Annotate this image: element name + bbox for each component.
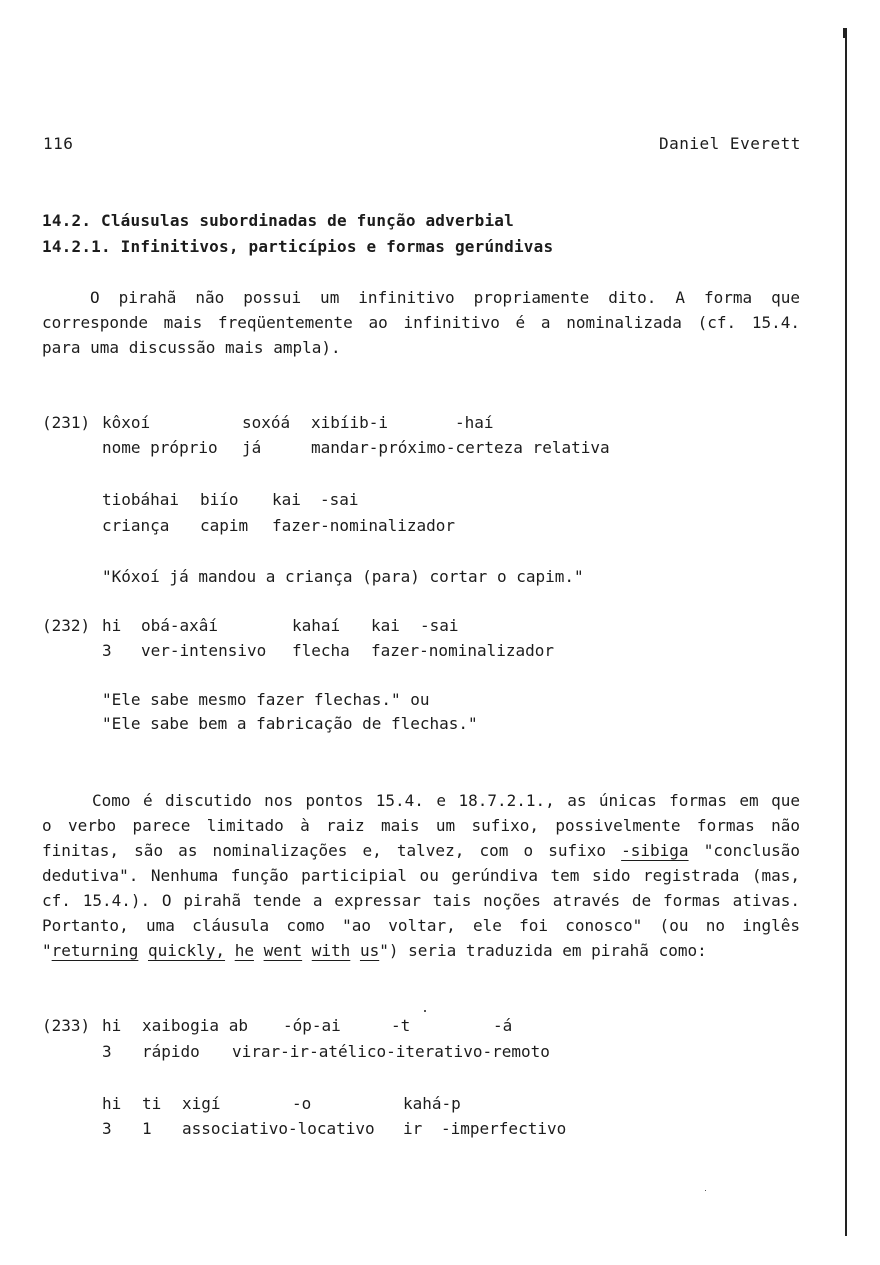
english-word: went <box>263 941 303 960</box>
paragraph-2-line: o verbo parece limitado à raiz mais um sufixo, possivelmente formas não <box>42 816 800 835</box>
example-number: (231) <box>42 413 91 432</box>
piraha-word: xigí <box>182 1094 221 1113</box>
gloss: virar-ir-atélico-iterativo-remoto <box>232 1042 550 1061</box>
paragraph-2-line: dedutiva". Nenhuma função participial ou gerúndiva tem sido registrada (mas, <box>42 866 800 885</box>
paragraph-2-line: cf. 15.4.). O pirahã tende a expressar tais noções através de formas ativas. <box>42 891 800 910</box>
english-word: quickly, <box>147 941 226 960</box>
gloss: nome próprio <box>102 438 218 457</box>
paragraph-2-line: Portanto, uma cláusula como "ao voltar, ele foi conosco" (ou no inglês <box>42 916 800 935</box>
gloss: já <box>242 438 262 457</box>
english-word: with <box>311 941 351 960</box>
piraha-word: tiobáhai <box>102 490 180 509</box>
piraha-word: ti <box>142 1094 162 1113</box>
gloss: fazer-nominalizador <box>371 641 555 660</box>
piraha-word: kahá-p <box>403 1094 461 1113</box>
piraha-word: -haí <box>455 413 494 432</box>
english-word: returning <box>51 941 139 960</box>
free-translation: "Kóxoí já mandou a criança (para) cortar o capim." <box>102 567 584 586</box>
paragraph-2-line: Como é discutido nos pontos 15.4. e 18.7.2.1., as únicas formas em que <box>92 791 800 810</box>
piraha-word: -o <box>292 1094 312 1113</box>
piraha-word: biío <box>200 490 239 509</box>
english-word: us <box>359 941 380 960</box>
piraha-word: hi <box>102 1016 122 1035</box>
page-edge-tick <box>843 28 847 38</box>
piraha-word: -óp-ai <box>283 1016 341 1035</box>
paragraph-2-line <box>42 838 800 863</box>
line-text: finitas, são as nominalizações e, talvez, com o sufixo <box>42 841 606 860</box>
line-text: seria traduzida em pirahã como: <box>408 941 707 960</box>
page-number: 116 <box>43 134 74 153</box>
piraha-word: -sai <box>320 490 359 509</box>
scan-speck <box>705 1190 706 1191</box>
scan-speck <box>424 1010 426 1012</box>
gloss: 1 <box>142 1119 152 1138</box>
paragraph-2-line <box>42 938 800 963</box>
section-heading: 14.2. Cláusulas subordinadas de função adverbial <box>42 211 514 230</box>
piraha-word: obá-axâí <box>141 616 219 635</box>
line-text: "conclusão <box>703 841 801 860</box>
gloss: capim <box>200 516 249 535</box>
piraha-word: xibíib-i <box>311 413 389 432</box>
gloss: ir <box>403 1119 423 1138</box>
example-number: (232) <box>42 616 91 635</box>
free-translation: "Ele sabe mesmo fazer flechas." ou <box>102 690 430 709</box>
piraha-word: xaibogia ab <box>142 1016 248 1035</box>
piraha-word: -á <box>493 1016 513 1035</box>
piraha-word: hi <box>102 616 122 635</box>
piraha-word: kai <box>371 616 400 635</box>
paragraph-1 <box>42 285 800 360</box>
piraha-word: kahaí <box>292 616 341 635</box>
quote-mark: " <box>42 941 52 960</box>
gloss: 3 <box>102 1042 112 1061</box>
gloss: mandar-próximo-certeza relativa <box>311 438 610 457</box>
gloss: rápido <box>142 1042 200 1061</box>
quote-mark: ") <box>379 941 399 960</box>
piraha-word: kôxoí <box>102 413 151 432</box>
piraha-word: kai <box>272 490 301 509</box>
paragraph-1-line: O pirahã não possui um infinitivo propriamente dito. A forma que <box>90 288 800 307</box>
paragraph-1-line: para uma discussão mais ampla). <box>42 338 341 357</box>
gloss: 3 <box>102 1119 112 1138</box>
piraha-word: hi <box>102 1094 122 1113</box>
page-edge-rule <box>845 28 847 1236</box>
piraha-word: -sai <box>420 616 459 635</box>
piraha-word: -t <box>391 1016 411 1035</box>
gloss: ver-intensivo <box>141 641 267 660</box>
piraha-word: soxóá <box>242 413 291 432</box>
free-translation: "Ele sabe bem a fabricação de flechas." <box>102 714 478 733</box>
english-word: he <box>234 941 254 960</box>
gloss: criança <box>102 516 170 535</box>
gloss: -imperfectivo <box>441 1119 567 1138</box>
gloss: 3 <box>102 641 112 660</box>
gloss: associativo-locativo <box>182 1119 375 1138</box>
paragraph-2 <box>42 788 800 963</box>
example-number: (233) <box>42 1016 91 1035</box>
suffix-sibiga: -sibiga <box>621 841 689 860</box>
gloss: fazer-nominalizador <box>272 516 456 535</box>
running-header-author: Daniel Everett <box>659 134 801 153</box>
paragraph-1-line: corresponde mais freqüentemente ao infinitivo é a nominalizada (cf. 15.4. <box>42 313 800 332</box>
gloss: flecha <box>292 641 350 660</box>
subsection-heading: 14.2.1. Infinitivos, particípios e formas gerúndivas <box>42 237 554 256</box>
